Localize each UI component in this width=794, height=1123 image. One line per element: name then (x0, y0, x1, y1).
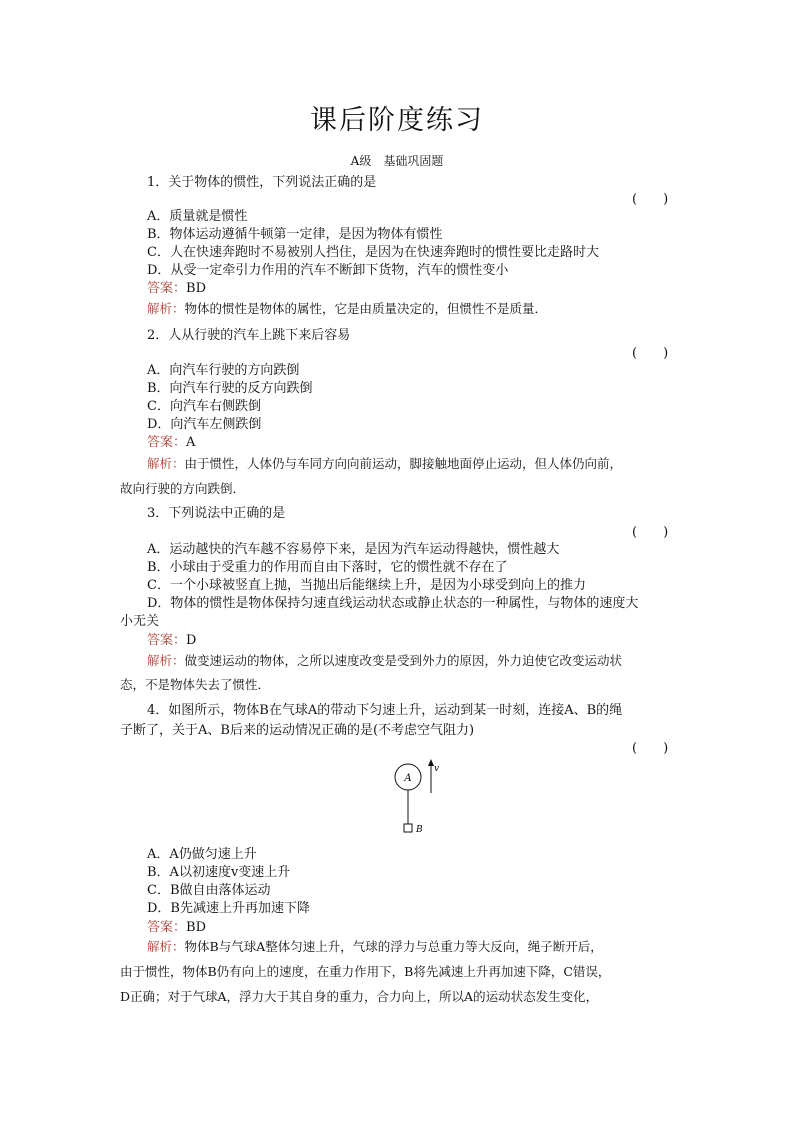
question-2-answer (147, 431, 195, 450)
velocity-label: v (434, 764, 440, 774)
question-1-option-b: B．物体运动遵循牛顿第一定律，是因为物体有惯性 (147, 227, 443, 242)
question-3-option-a: A．运动越快的汽车越不容易停下来，是因为汽车运动得越快，惯性越大 (147, 542, 560, 557)
analysis-label: 解析： (147, 301, 185, 316)
question-4-analysis (147, 937, 603, 955)
question-1-option-d: D．从受一定牵引力作用的汽车不断卸下货物，汽车的惯性变小 (147, 263, 509, 278)
question-1-answer (147, 277, 206, 296)
question-4-answer-blank: ( ) (632, 741, 669, 756)
analysis-text: 物体的惯性是物体的属性，它是由质量决定的，但惯性不是质量． (184, 301, 548, 316)
answer-label: 答案： (147, 920, 187, 935)
question-2-analysis (147, 454, 622, 472)
question-3-option-d: D．物体的惯性是物体保持匀速直线运动状态或静止状态的一种属性，与物体的速度大 (147, 596, 639, 611)
analysis-label: 解析： (147, 456, 185, 471)
question-4-option-b: B．A以初速度v变速上升 (147, 865, 291, 880)
question-3-option-b: B．小球由于受重力的作用而自由下落时，它的惯性就不存在了 (147, 560, 508, 575)
page-title: 课后阶度练习 (310, 105, 484, 136)
question-1-option-a: A．质量就是惯性 (147, 209, 248, 224)
question-2-analysis-continued: 故向行驶的方向跌倒． (120, 481, 246, 496)
answer-value: BD (186, 281, 206, 296)
question-1-option-c: C．人在快速奔跑时不易被别人挡住，是因为在快速奔跑时的惯性要比走路时大 (147, 245, 599, 260)
answer-value: BD (186, 920, 206, 935)
question-4-analysis-continued-2: D正确；对于气球A，浮力大于其自身的重力，合力向上，所以A的运动状态发生变化， (120, 989, 599, 1004)
answer-label: 答案： (147, 633, 187, 648)
question-4-option-c: C．B做自由落体运动 (147, 883, 271, 898)
question-3-answer-blank: ( ) (632, 525, 669, 540)
block-b-square (404, 824, 412, 832)
question-2-option-b: B．向汽车行驶的反方向跌倒 (147, 381, 313, 396)
question-1-stem: 1．关于物体的惯性，下列说法正确的是 (147, 175, 377, 190)
question-2-option-d: D．向汽车左侧跌倒 (147, 417, 262, 432)
question-3-option-d-continued: 小无关 (120, 614, 160, 629)
question-2-answer-blank: ( ) (632, 346, 669, 361)
analysis-label: 解析： (147, 653, 185, 668)
answer-label: 答案： (147, 281, 187, 296)
question-3-answer (147, 629, 196, 648)
answer-label: 答案： (147, 435, 187, 450)
question-4-analysis-continued-1: 由于惯性，物体B仍有向上的速度，在重力作用下，B将先减速上升再加速下降，C错误， (120, 964, 611, 979)
analysis-text: 由于惯性，人体仍与车同方向向前运动，脚接触地面停止运动，但人体仍向前， (184, 456, 623, 471)
question-2-stem: 2．人从行驶的汽车上跳下来后容易 (147, 328, 351, 343)
question-3-analysis-continued: 态，不是物体失去了惯性． (120, 677, 271, 692)
question-2-option-a: A．向汽车行驶的方向跌倒 (147, 363, 300, 378)
question-2-option-c: C．向汽车右侧跌倒 (147, 399, 261, 414)
question-1-analysis (147, 299, 547, 317)
question-1-answer-blank: ( ) (632, 192, 669, 207)
analysis-text: 物体B与气球A整体匀速上升，气球的浮力与总重力等大反向，绳子断开后， (184, 939, 603, 954)
question-3-stem: 3．下列说法中正确的是 (147, 506, 286, 521)
analysis-text: 做变速运动的物体，之所以速度改变是受到外力的原因，外力迫使它改变运动状 (184, 653, 623, 668)
question-4-option-a: A．A仍做匀速上升 (147, 847, 257, 862)
answer-value: D (186, 633, 197, 648)
question-4-answer (147, 916, 206, 935)
question-3-option-c: C．一个小球被竖直上抛，当抛出后能继续上升，是因为小球受到向上的推力 (147, 578, 586, 593)
analysis-label: 解析： (147, 939, 185, 954)
question-4-stem: 4．如图所示，物体B在气球A的带动下匀速上升，运动到某一时刻，连接A、B的绳 (147, 703, 623, 718)
question-3-analysis (147, 651, 622, 669)
block-b-label: B (416, 825, 423, 835)
answer-value: A (186, 435, 196, 450)
question-4-stem-continued: 子断了，关于A、B后来的运动情况正确的是(不考虑空气阻力) (120, 723, 475, 738)
balloon-figure (380, 755, 450, 840)
question-4-option-d: D．B先减速上升再加速下降 (147, 901, 310, 916)
balloon-a-label: A (404, 773, 412, 784)
section-heading: A级 基础巩固题 (350, 154, 444, 168)
